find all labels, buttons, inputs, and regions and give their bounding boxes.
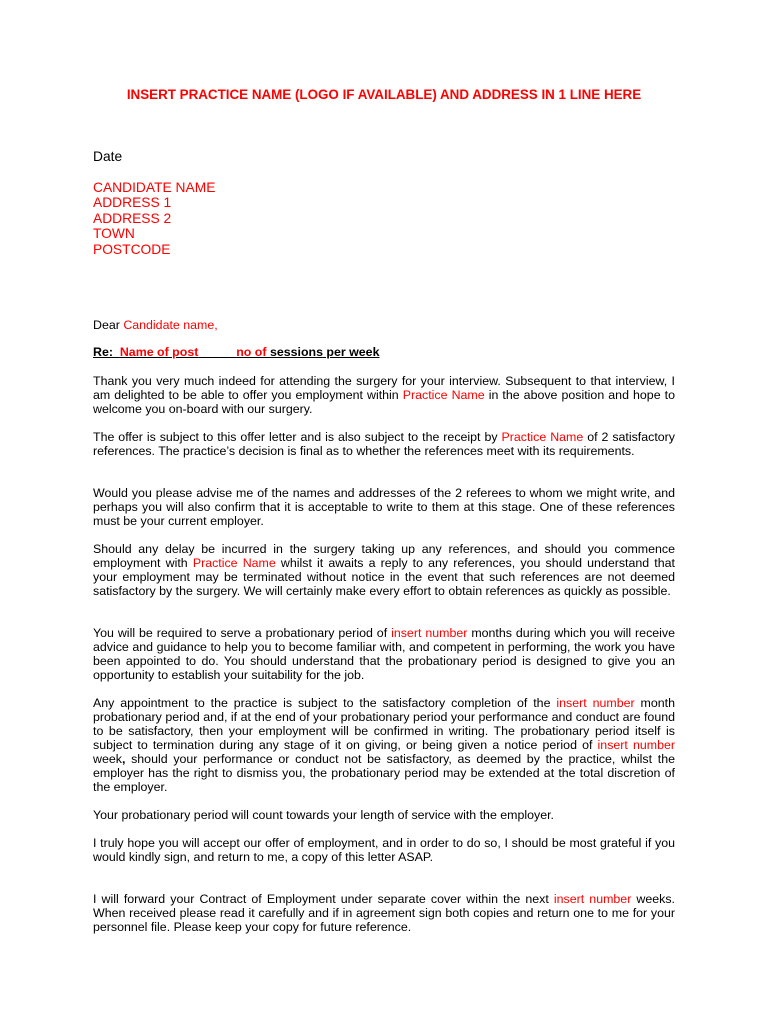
p9-text-b: weeks. When received please read it carefully and if in agreement sign both copies and return one to me for your personnel file. Please keep your copy for future reference. [93, 892, 675, 934]
address-postcode: POSTCODE [93, 241, 171, 257]
paragraph-8: I truly hope you will accept our offer of employment, and in order to do so, I should be most grateful if you would kindly sign, and return to me, a copy of this letter ASAP. [93, 836, 675, 864]
paragraph-6 [93, 696, 675, 794]
p1-text-b: in the above position and hope to welcome you on-board with our surgery. [93, 388, 675, 416]
paragraph-9 [93, 892, 675, 934]
address-line-1: ADDRESS 1 [93, 195, 172, 211]
paragraph-4 [93, 542, 675, 598]
p6-text-a: Any appointment to the practice is subject to the satisfactory completion of the [93, 696, 557, 710]
salutation [93, 318, 218, 333]
date-line: Date [93, 149, 123, 164]
re-post: Name of post [119, 345, 199, 359]
paragraph-3: Would you please advise me of the names and addresses of the 2 referees to whom we might write, and perhaps you will also confirm that it is acceptable to write to them at this stage. One of these references must be your current employer. [93, 486, 675, 528]
salutation-name: Candidate name, [123, 318, 218, 332]
salutation-prefix: Dear [93, 318, 124, 332]
p6-insert-number-1: insert number [556, 696, 635, 710]
re-no-of: no of [236, 345, 267, 359]
p5-text-a: You will be required to serve a probationary period of [93, 626, 392, 640]
candidate-name: CANDIDATE NAME [93, 180, 216, 195]
address-line-2: ADDRESS 2 [93, 210, 172, 226]
p1-practice-name: Practice Name [402, 388, 485, 402]
p2-text-b: of 2 satisfactory references. The practice’s decision is final as to whether the references meet with its requirements. [93, 430, 675, 458]
paragraph-1 [93, 374, 675, 416]
address-town: TOWN [93, 226, 135, 242]
p4-text-b: whilst it awaits a reply to any references, you should understand that your employment may be terminated without notice in the event that such references are not deemed satisfactory by the surgery. We will certainly make every effort to obtain references as quickly as possible. [93, 556, 675, 598]
p6-text-b: month probationary period and, if at the end of your probationary period your performance and conduct are found to be satisfactory, then your employment will be confirmed in writing. The probationary period itself is subject to termination during any stage of it on giving, or being given a notice period of [93, 696, 675, 752]
p9-insert-number: insert number [553, 892, 632, 906]
p9-text-a: I will forward your Contract of Employment under separate cover within the next [93, 892, 554, 906]
p4-text-a: Should any delay be incurred in the surgery taking up any references, and should you commence employment with [93, 542, 675, 570]
p4-practice-name: Practice Name [192, 556, 276, 570]
re-label: Re: [93, 345, 120, 359]
p5-text-b: months during which you will receive advice and guidance to help you to become familiar with, and competent in performing, the work you have been appointed to do. You should understand that the probationary period is designed to give you an opportunity to establish your suitability for the job. [93, 626, 675, 682]
p6-text-c: week [93, 752, 122, 766]
p2-text-a: The offer is subject to this offer letter and is also subject to the receipt by [93, 430, 502, 444]
p1-text-a: Thank you very much indeed for attending the surgery for your interview. Subsequent to that interview, I am delighted to be able to offer you employment within [93, 374, 675, 402]
paragraph-5 [93, 626, 675, 682]
paragraph-2 [93, 430, 675, 458]
p2-practice-name: Practice Name [501, 430, 584, 444]
re-gap [198, 345, 236, 359]
address-block [93, 180, 215, 257]
p6-insert-number-2: insert number [597, 738, 675, 752]
re-sessions: sessions per week [266, 345, 380, 359]
re-line [93, 345, 379, 359]
paragraph-7: Your probationary period will count towards your length of service with the employer. [93, 808, 554, 822]
p6-comma: , [121, 752, 126, 766]
p6-text-d: should your performance or conduct not be satisfactory, as deemed by the practice, whilst the employer has the right to dismiss you, the probationary period may be extended at the total discretion of the employer. [93, 752, 675, 794]
p5-insert-number: insert number [391, 626, 468, 640]
practice-header: INSERT PRACTICE NAME (LOGO IF AVAILABLE) AND ADDRESS IN 1 LINE HERE [126, 87, 642, 102]
